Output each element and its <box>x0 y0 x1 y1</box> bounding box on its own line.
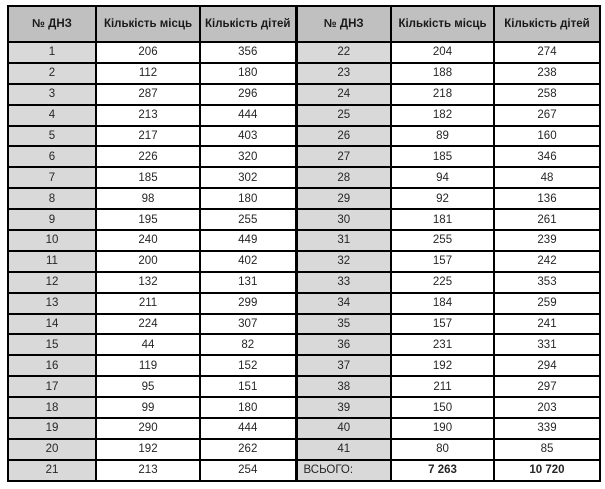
children-value-cell: 82 <box>200 334 296 355</box>
children-value-cell: 331 <box>494 334 600 355</box>
children-value-cell: 274 <box>494 42 600 63</box>
table-row <box>8 355 600 376</box>
children-value-cell: 136 <box>494 188 600 209</box>
table-row <box>8 84 600 105</box>
children-value-cell: 449 <box>200 230 296 251</box>
header-children-2: Кількість дітей <box>494 6 600 42</box>
places-value-cell: 206 <box>96 42 200 63</box>
dnz-number-cell: 39 <box>296 397 391 418</box>
places-value-cell: 240 <box>96 230 200 251</box>
places-value-cell: 95 <box>96 376 200 397</box>
places-value-cell: 213 <box>96 460 200 481</box>
places-value-cell: 225 <box>391 272 494 293</box>
children-value-cell: 258 <box>494 84 600 105</box>
dnz-number-cell: 27 <box>296 146 391 167</box>
children-value-cell: 267 <box>494 105 600 126</box>
children-value-cell: 402 <box>200 251 296 272</box>
places-value-cell: 224 <box>96 314 200 335</box>
places-value-cell: 99 <box>96 397 200 418</box>
children-value-cell: 444 <box>200 418 296 439</box>
children-value-cell: 261 <box>494 209 600 230</box>
places-value-cell: 211 <box>391 376 494 397</box>
table-header <box>8 6 600 42</box>
children-value-cell: 241 <box>494 314 600 335</box>
table-row <box>8 251 600 272</box>
table-row <box>8 376 600 397</box>
table-row <box>8 334 600 355</box>
children-value-cell: 296 <box>200 84 296 105</box>
kindergarten-capacity-table <box>7 5 601 482</box>
places-value-cell: 150 <box>391 397 494 418</box>
dnz-number-cell: 2 <box>8 63 96 84</box>
dnz-number-cell: 16 <box>8 355 96 376</box>
children-value-cell: 180 <box>200 63 296 84</box>
dnz-number-cell: 19 <box>8 418 96 439</box>
header-row <box>8 6 600 42</box>
places-value-cell: 290 <box>96 418 200 439</box>
children-value-cell: 339 <box>494 418 600 439</box>
dnz-number-cell: 14 <box>8 314 96 335</box>
dnz-number-cell: 22 <box>296 42 391 63</box>
places-value-cell: 204 <box>391 42 494 63</box>
dnz-number-cell: 24 <box>296 84 391 105</box>
children-value-cell: 160 <box>494 126 600 147</box>
dnz-number-cell: 28 <box>296 167 391 188</box>
table-row <box>8 293 600 314</box>
children-value-cell: 356 <box>200 42 296 63</box>
children-value-cell: 444 <box>200 105 296 126</box>
dnz-number-cell: 34 <box>296 293 391 314</box>
table-row <box>8 460 600 481</box>
dnz-number-cell: 5 <box>8 126 96 147</box>
places-value-cell: 112 <box>96 63 200 84</box>
children-value-cell: 180 <box>200 188 296 209</box>
dnz-number-cell: 1 <box>8 42 96 63</box>
table-row <box>8 314 600 335</box>
dnz-number-cell: 4 <box>8 105 96 126</box>
header-no-dnz-2: № ДНЗ <box>296 6 391 42</box>
dnz-number-cell: 6 <box>8 146 96 167</box>
dnz-number-cell: 12 <box>8 272 96 293</box>
children-value-cell: 238 <box>494 63 600 84</box>
children-value-cell: 307 <box>200 314 296 335</box>
dnz-number-cell: 31 <box>296 230 391 251</box>
children-value-cell: 131 <box>200 272 296 293</box>
dnz-number-cell: 40 <box>296 418 391 439</box>
total-label-cell: ВСЬОГО: <box>296 460 391 481</box>
places-value-cell: 195 <box>96 209 200 230</box>
places-value-cell: 182 <box>391 105 494 126</box>
places-value-cell: 80 <box>391 439 494 460</box>
table-row <box>8 230 600 251</box>
places-value-cell: 255 <box>391 230 494 251</box>
table-row <box>8 146 600 167</box>
table-row <box>8 105 600 126</box>
dnz-number-cell: 13 <box>8 293 96 314</box>
dnz-number-cell: 11 <box>8 251 96 272</box>
places-value-cell: 211 <box>96 293 200 314</box>
places-value-cell: 119 <box>96 355 200 376</box>
children-value-cell: 48 <box>494 167 600 188</box>
children-value-cell: 353 <box>494 272 600 293</box>
places-value-cell: 200 <box>96 251 200 272</box>
children-value-cell: 152 <box>200 355 296 376</box>
children-value-cell: 294 <box>494 355 600 376</box>
dnz-number-cell: 41 <box>296 439 391 460</box>
dnz-number-cell: 25 <box>296 105 391 126</box>
places-value-cell: 192 <box>391 355 494 376</box>
children-value-cell: 320 <box>200 146 296 167</box>
dnz-number-cell: 10 <box>8 230 96 251</box>
children-value-cell: 254 <box>200 460 296 481</box>
dnz-number-cell: 21 <box>8 460 96 481</box>
children-value-cell: 242 <box>494 251 600 272</box>
places-value-cell: 44 <box>96 334 200 355</box>
dnz-number-cell: 7 <box>8 167 96 188</box>
dnz-number-cell: 15 <box>8 334 96 355</box>
header-children: Кількість дітей <box>200 6 296 42</box>
children-value-cell: 203 <box>494 397 600 418</box>
children-value-cell: 262 <box>200 439 296 460</box>
places-value-cell: 192 <box>96 439 200 460</box>
table-row <box>8 272 600 293</box>
dnz-number-cell: 26 <box>296 126 391 147</box>
places-value-cell: 132 <box>96 272 200 293</box>
dnz-number-cell: 32 <box>296 251 391 272</box>
header-no-dnz: № ДНЗ <box>8 6 96 42</box>
places-value-cell: 231 <box>391 334 494 355</box>
places-value-cell: 217 <box>96 126 200 147</box>
places-value-cell: 185 <box>391 146 494 167</box>
dnz-number-cell: 3 <box>8 84 96 105</box>
children-value-cell: 299 <box>200 293 296 314</box>
places-value-cell: 92 <box>391 188 494 209</box>
dnz-number-cell: 37 <box>296 355 391 376</box>
places-value-cell: 185 <box>96 167 200 188</box>
places-value-cell: 157 <box>391 251 494 272</box>
dnz-number-cell: 38 <box>296 376 391 397</box>
places-value-cell: 213 <box>96 105 200 126</box>
children-value-cell: 259 <box>494 293 600 314</box>
places-value-cell: 157 <box>391 314 494 335</box>
dnz-number-cell: 8 <box>8 188 96 209</box>
total-children-cell: 10 720 <box>494 460 600 481</box>
table-row <box>8 397 600 418</box>
children-value-cell: 85 <box>494 439 600 460</box>
places-value-cell: 190 <box>391 418 494 439</box>
table-body <box>8 42 600 481</box>
children-value-cell: 180 <box>200 397 296 418</box>
total-places-cell: 7 263 <box>391 460 494 481</box>
header-places-2: Кількість місць <box>391 6 494 42</box>
places-value-cell: 184 <box>391 293 494 314</box>
places-value-cell: 218 <box>391 84 494 105</box>
dnz-number-cell: 36 <box>296 334 391 355</box>
children-value-cell: 151 <box>200 376 296 397</box>
dnz-number-cell: 23 <box>296 63 391 84</box>
children-value-cell: 297 <box>494 376 600 397</box>
table-row <box>8 439 600 460</box>
children-value-cell: 346 <box>494 146 600 167</box>
table-row <box>8 418 600 439</box>
table-row <box>8 188 600 209</box>
dnz-number-cell: 30 <box>296 209 391 230</box>
dnz-number-cell: 17 <box>8 376 96 397</box>
table-row <box>8 167 600 188</box>
table-row <box>8 42 600 63</box>
table-row <box>8 209 600 230</box>
dnz-number-cell: 29 <box>296 188 391 209</box>
places-value-cell: 181 <box>391 209 494 230</box>
places-value-cell: 226 <box>96 146 200 167</box>
table-row <box>8 126 600 147</box>
dnz-number-cell: 35 <box>296 314 391 335</box>
children-value-cell: 239 <box>494 230 600 251</box>
dnz-number-cell: 18 <box>8 397 96 418</box>
children-value-cell: 255 <box>200 209 296 230</box>
dnz-number-cell: 33 <box>296 272 391 293</box>
places-value-cell: 188 <box>391 63 494 84</box>
dnz-number-cell: 9 <box>8 209 96 230</box>
dnz-number-cell: 20 <box>8 439 96 460</box>
children-value-cell: 302 <box>200 167 296 188</box>
table-row <box>8 63 600 84</box>
places-value-cell: 98 <box>96 188 200 209</box>
places-value-cell: 94 <box>391 167 494 188</box>
header-places: Кількість місць <box>96 6 200 42</box>
places-value-cell: 89 <box>391 126 494 147</box>
places-value-cell: 287 <box>96 84 200 105</box>
children-value-cell: 403 <box>200 126 296 147</box>
